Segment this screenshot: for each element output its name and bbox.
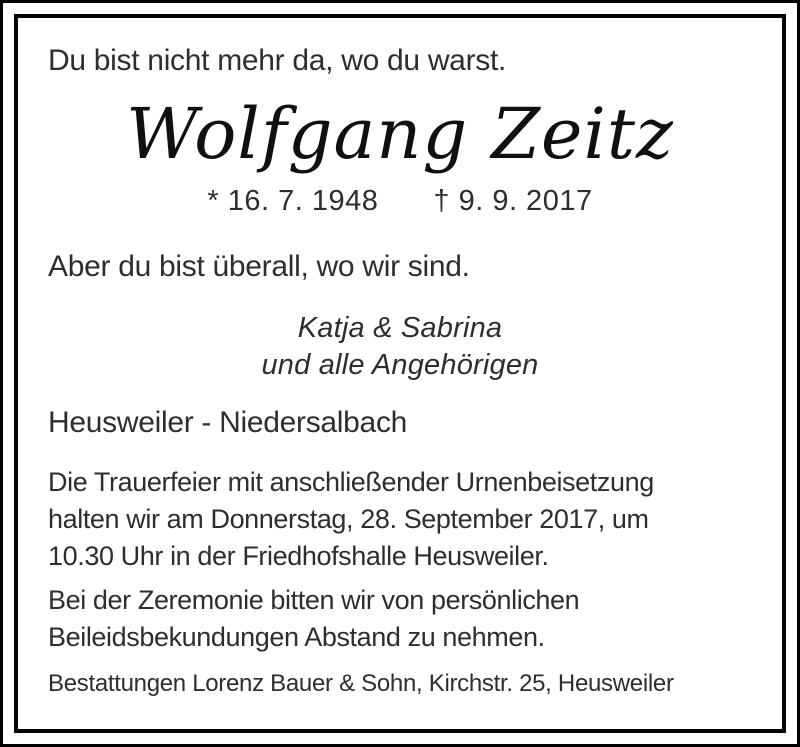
ceremony-paragraph-line-1: Die Trauerfeier mit anschließender Urnenbeisetzung: [48, 467, 654, 497]
ceremony-paragraph-line-2: halten wir am Donnerstag, 28. September 2017, um: [48, 504, 649, 534]
deceased-name: Wolfgang Zeitz: [126, 93, 674, 175]
funeral-home-line: Bestattungen Lorenz Bauer & Sohn, Kirchstr. 25, Heusweiler: [48, 670, 674, 697]
opening-line: Du bist nicht mehr da, wo du warst.: [48, 44, 507, 77]
ceremony-paragraph: [48, 464, 752, 575]
mourners-block: [48, 310, 752, 384]
farewell-line: Aber du bist überall, wo wir sind.: [48, 250, 470, 283]
mourner-names: Katja & Sabrina: [297, 312, 503, 344]
notice-border: [14, 14, 786, 733]
condolence-paragraph: [48, 582, 752, 656]
birth-date: * 16. 7. 1948: [207, 185, 379, 217]
condolence-paragraph-line-2: Beileidsbekundungen Abstand zu nehmen.: [48, 622, 545, 652]
life-dates: [48, 184, 752, 218]
condolence-paragraph-line-1: Bei der Zeremonie bitten wir von persönlichen: [48, 585, 580, 615]
death-date: † 9. 9. 2017: [433, 185, 593, 217]
location-line: Heusweiler - Niedersalbach: [48, 406, 408, 439]
mourner-relatives: und alle Angehörigen: [261, 349, 539, 381]
ceremony-paragraph-line-3: 10.30 Uhr in der Friedhofshalle Heusweiler.: [48, 541, 549, 571]
